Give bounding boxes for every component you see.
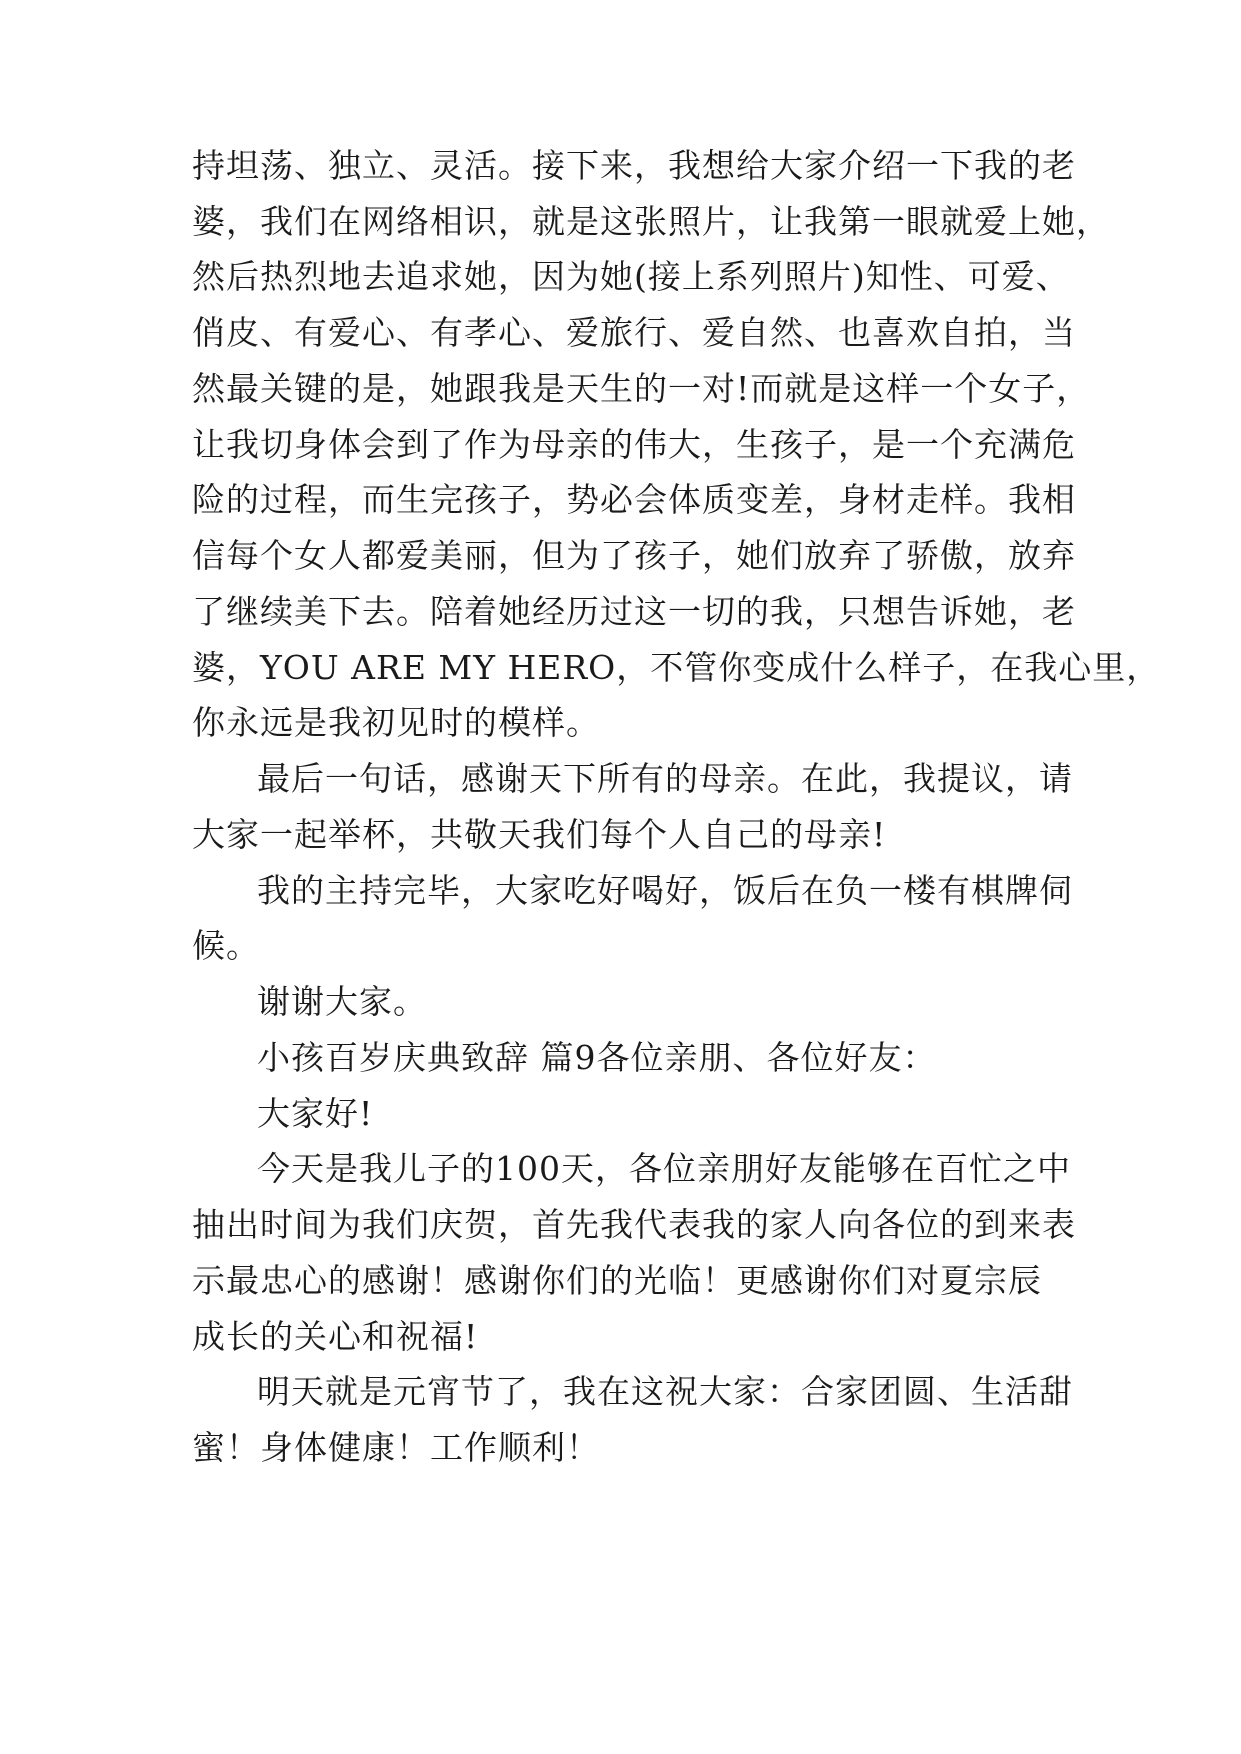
paragraph-line: 我的主持完毕，大家吃好喝好，饭后在负一楼有棋牌伺 [257, 871, 1073, 910]
paragraph-line: 婆，我们在网络相识，就是这张照片，让我第一眼就爱上她， [192, 202, 1110, 241]
paragraph-line: 让我切身体会到了作为母亲的伟大，生孩子，是一个充满危 [192, 425, 1076, 464]
paragraph-line: 持坦荡、独立、灵活。接下来，我想给大家介绍一下我的老 [192, 146, 1076, 185]
paragraph-line: 抽出时间为我们庆贺，首先我代表我的家人向各位的到来表 [192, 1205, 1076, 1244]
paragraph-line: 险的过程，而生完孩子，势必会体质变差，身材走样。我相 [192, 480, 1076, 519]
paragraph-line: 谢谢大家。 [257, 982, 427, 1021]
paragraph-line: 今天是我儿子的100天，各位亲朋好友能够在百忙之中 [257, 1149, 1071, 1188]
paragraph-line: 信每个女人都爱美丽，但为了孩子，她们放弃了骄傲，放弃 [192, 536, 1076, 575]
paragraph-line: 婆，YOU ARE MY HERO，不管你变成什么样子，在我心里， [192, 648, 1161, 687]
section-heading: 小孩百岁庆典致辞 篇9各位亲朋、各位好友： [257, 1038, 937, 1077]
paragraph-line: 候。 [192, 926, 260, 965]
paragraph-line: 蜜！身体健康！工作顺利！ [192, 1428, 600, 1467]
paragraph-line: 大家好! [257, 1094, 374, 1133]
paragraph-line: 俏皮、有爱心、有孝心、爱旅行、爱自然、也喜欢自拍，当 [192, 313, 1076, 352]
paragraph-line: 大家一起举杯，共敬天我们每个人自己的母亲! [192, 815, 887, 854]
paragraph-line: 最后一句话，感谢天下所有的母亲。在此，我提议，请 [257, 759, 1073, 798]
paragraph-line: 了继续美下去。陪着她经历过这一切的我，只想告诉她，老 [192, 592, 1076, 631]
paragraph-line: 你永远是我初见时的模样。 [192, 703, 600, 742]
paragraph-line: 然后热烈地去追求她，因为她(接上系列照片)知性、可爱、 [192, 257, 1070, 296]
paragraph-line: 成长的关心和祝福! [192, 1317, 479, 1356]
paragraph-line: 然最关键的是，她跟我是天生的一对!而就是这样一个女子， [192, 369, 1091, 408]
paragraph-line: 明天就是元宵节了，我在这祝大家：合家团圆、生活甜 [257, 1372, 1073, 1411]
paragraph-line: 示最忠心的感谢！感谢你们的光临！更感谢你们对夏宗辰 [192, 1261, 1042, 1300]
